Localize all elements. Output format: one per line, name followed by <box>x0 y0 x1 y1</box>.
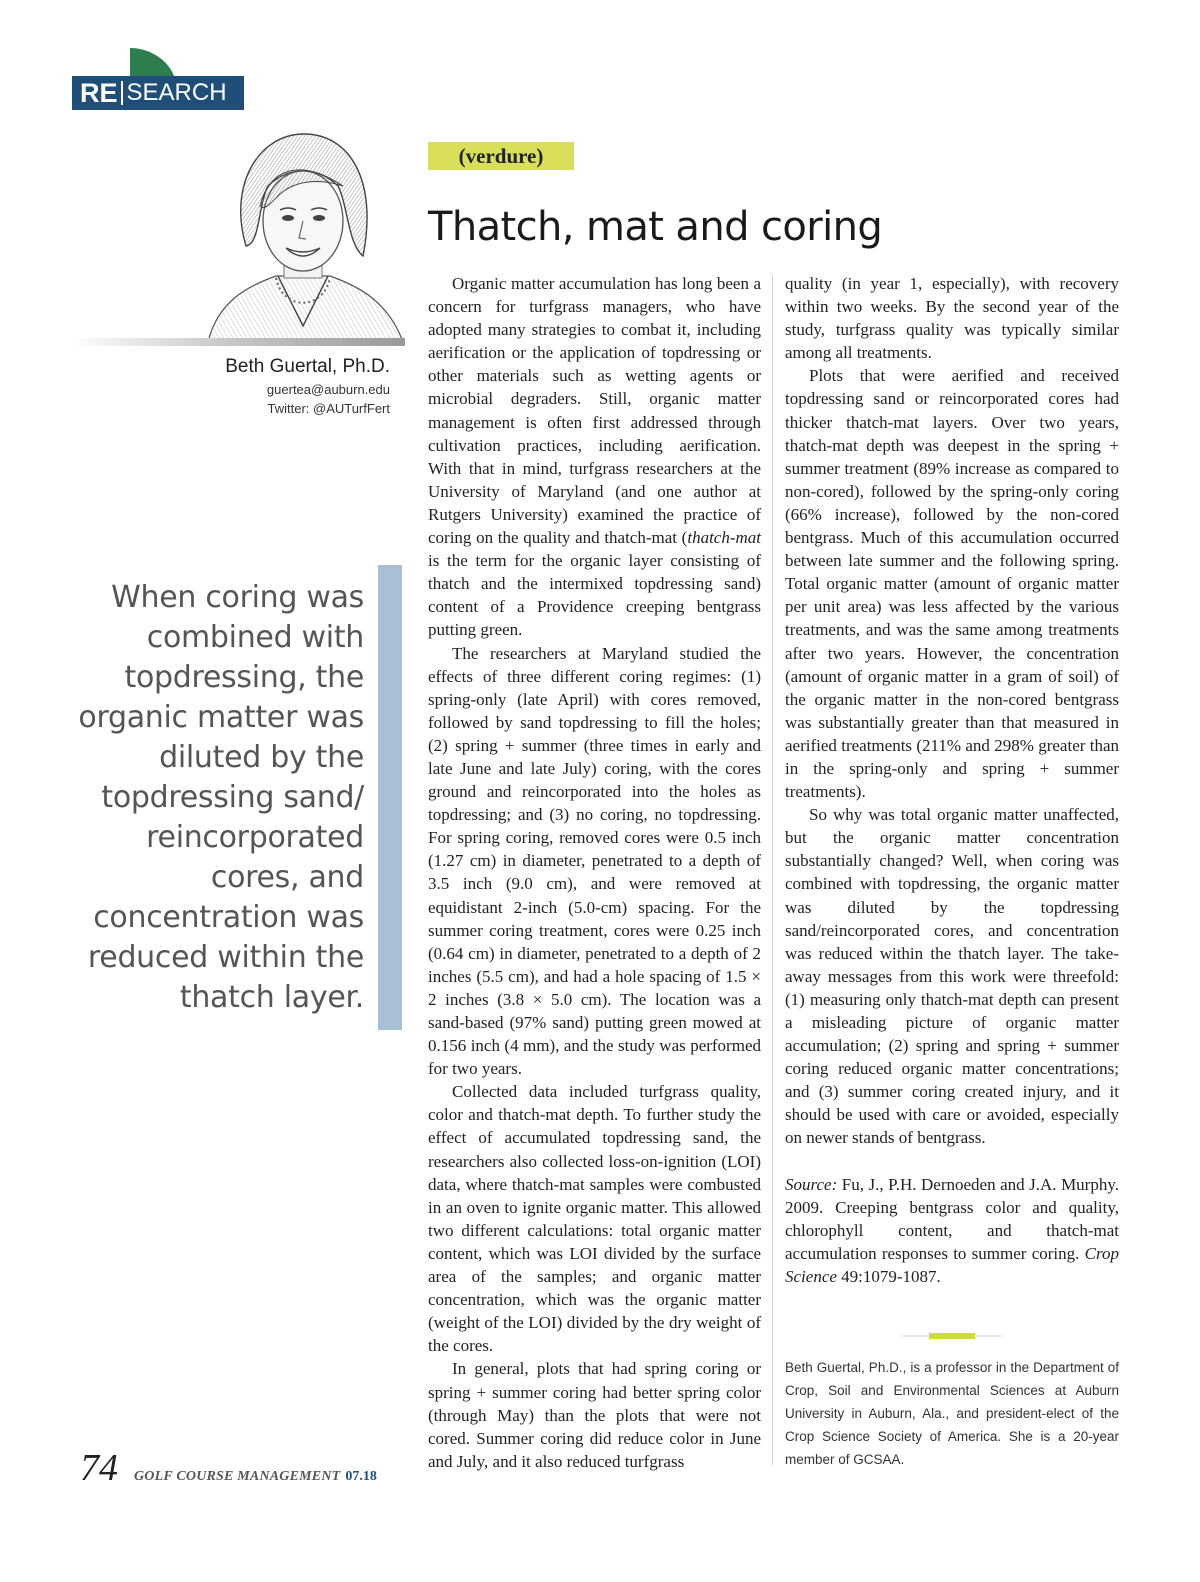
end-divider <box>903 1333 1001 1339</box>
category-badge: (verdure) <box>428 142 574 170</box>
pull-quote: When coring was combined with topdressing, the organic matter was diluted by the topdressing sand/ reincorporated cores, and concentration was reduced within the thatch layer. <box>78 580 364 1015</box>
source-text: Fu, J., P.H. Dernoeden and J.A. Murphy. 2009. Creeping bentgrass color and quality, chlorophyll content, and thatch-mat accumulation responses to summer coring. <box>785 1174 1119 1263</box>
body-column-1 <box>428 272 761 1473</box>
magazine-name: GOLF COURSE MANAGEMENT <box>134 1469 341 1484</box>
author-bio: Beth Guertal, Ph.D., is a professor in the Department of Crop, Soil and Environmental Sciences at Auburn University in Auburn, Ala., and president-elect of the Crop Science Society of America. She is a 20-year member of GCSAA. <box>785 1360 1119 1467</box>
body-paragraph: Plots that were aerified and received topdressing sand or reincorporated cores had thicker thatch-mat layers. Over two years, thatch-mat depth was deepest in the spring + summer treatment (89% increase as compared to non-cored), followed by the spring-only coring (66% increase), followed by the non-cored bentgrass. Much of this accumulation occurred between late summer and the following spring. Total organic matter (amount of organic matter per unit area) was less affected by the various treatments, and was the same among treatments after two years. However, the concentration (amount of organic matter in a gram of soil) of the organic matter in the non-cored bentgrass was substantially greater than that measured in aerified treatments (211% and 298% greater than in the spring-only and spring + summer treatments). <box>785 366 1119 802</box>
body-paragraph: The researchers at Maryland studied the effects of three different coring regimes: (1) spring-only (late April) with cores removed, followed by sand topdressing to fill the holes; (2) spring + summer (three times in early and late June and late July) coring, with the cores ground and reincorporated into the holes as topdressing; and (3) no coring, no topdressing. For spring coring, removed cores were 0.5 inch (1.27 cm) in diameter, penetrated to a depth of 3.5 inch (9.0 cm), and were removed at equidistant 2-inch (5.0-cm) spacing. For the summer coring treatment, cores were 0.25 inch (0.64 cm) in diameter, penetrated to a depth of 2 inches (5.5 cm), and had a hole spacing of 1.5 × 2 inches (3.8 × 5.0 cm). The location was a sand-based (97% sand) putting green mowed at 0.156 inch (4 mm), and the study was performed for two years. <box>428 643 761 1079</box>
body-emphasis: thatch-mat <box>687 528 761 548</box>
source-journal: Crop Science <box>785 1243 1119 1286</box>
author-name: Beth Guertal, Ph.D. <box>225 356 390 377</box>
body-text: is the term for the organic layer consisting of thatch and the intermixed topdressing sand) content of a Providence creeping bentgrass putting green. <box>428 551 761 640</box>
section-logo-bar <box>72 76 244 110</box>
source-volume: 49:1079-1087. <box>836 1266 941 1286</box>
body-paragraph: So why was total organic matter unaffected, but the organic matter concentration substantially changed? Well, when coring was combined with topdressing, the organic matter was diluted by the topdressing sand/reincorporated cores, and concentration was reduced within the thatch layer. The take-away messages from this work were threefold: (1) measuring only thatch-mat depth can present a misleading picture of organic matter accumulation; (2) spring and spring + summer coring reduced organic matter concentrations; and (3) summer coring created injury, and it should be used with care or avoided, especially on newer stands of bentgrass. <box>785 805 1119 1148</box>
section-logo <box>72 48 244 110</box>
section-logo-separator <box>121 81 123 105</box>
pull-quote-bar <box>378 565 402 1030</box>
source-citation <box>785 1173 1119 1288</box>
body-paragraph: quality (in year 1, especially), with recovery within two weeks. By the second year of the study, turfgrass quality was typically similar among all treatments. <box>785 274 1119 363</box>
portrait-rule <box>70 338 405 346</box>
issue-date: 07.18 <box>345 1469 377 1484</box>
author-portrait <box>198 126 408 342</box>
folio <box>80 1446 377 1490</box>
flag-icon <box>128 48 176 76</box>
body-text: Organic matter accumulation has long been a concern for turfgrass managers, who have adopted many strategies to combat it, including aerification or the application of topdressing or other materials such as wetting agents or microbial degraders. Still, organic matter management is often first addressed through cultivation practices, including aerification. With that in mind, turfgrass researchers at the University of Maryland (and one author at Rutgers University) examined the practice of coring on the quality and thatch-mat ( <box>428 274 761 548</box>
body-column-2 <box>785 272 1119 1288</box>
source-label: Source: <box>785 1174 838 1194</box>
section-logo-re: RE <box>80 77 118 108</box>
author-twitter: Twitter: @AUTurfFert <box>267 401 390 416</box>
body-paragraph: In general, plots that had spring coring or spring + summer coring had better spring color (through May) than the plots that were not cored. Summer coring did reduce color in June and July, and it also reduced turfgrass <box>428 1359 761 1471</box>
body-paragraph: Collected data included turfgrass quality, color and thatch-mat depth. To further study the effect of accumulated topdressing sand, the researchers also collected loss-on-ignition (LOI) data, where thatch-mat samples were combusted in an oven to ignite organic matter. This allowed two different calculations: total organic matter content, which was LOI divided by the surface area of the samples; and organic matter concentration, which was the organic matter (weight of the LOI) divided by the dry weight of the cores. <box>428 1082 761 1356</box>
author-email: guertea@auburn.edu <box>266 382 390 397</box>
body-paragraph <box>428 272 761 642</box>
page-number: 74 <box>80 1447 118 1489</box>
article-title: Thatch, mat and coring <box>428 204 883 250</box>
column-divider <box>772 275 773 1465</box>
section-logo-search: SEARCH <box>126 79 227 106</box>
